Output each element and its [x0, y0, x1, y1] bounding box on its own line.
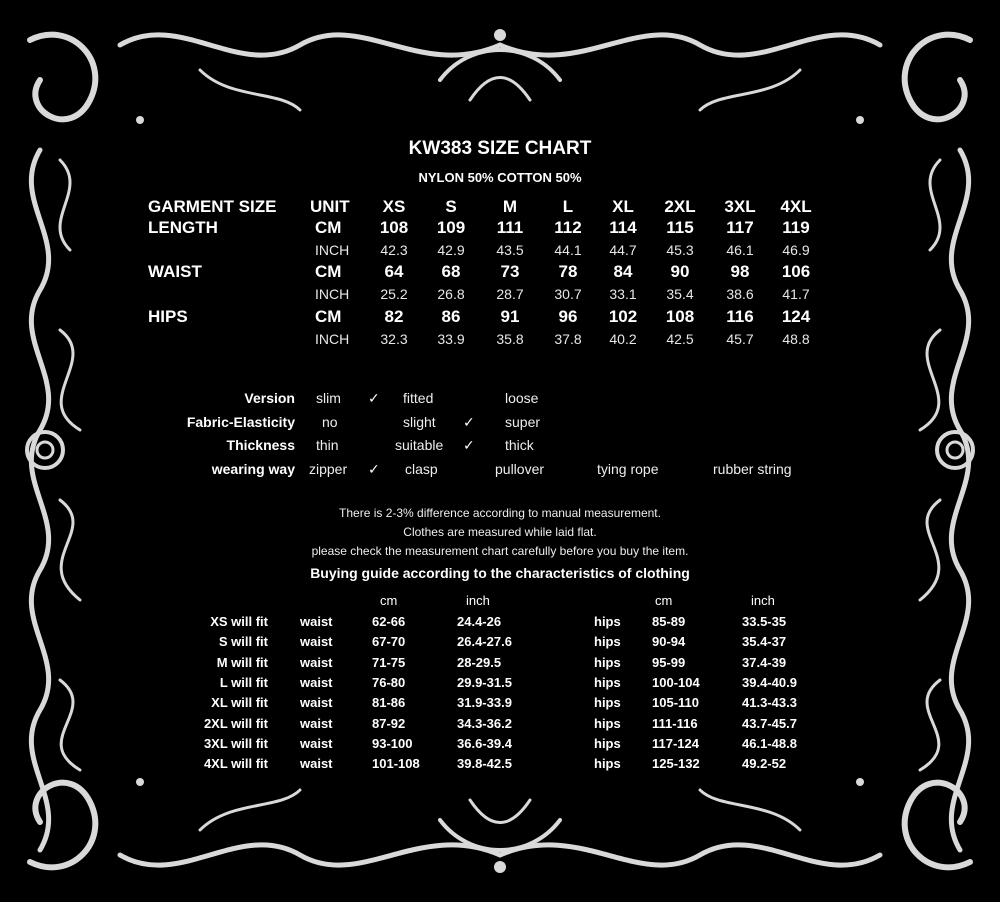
feature-option: super: [505, 414, 541, 430]
checkmark-icon: ✓: [463, 414, 475, 430]
chart-title: KW383 SIZE CHART: [408, 138, 592, 159]
guide-cell-size: 4XL will fit: [203, 756, 268, 772]
guide-cell-in1: 31.9-33.9: [457, 695, 512, 711]
feature-option: tying rope: [597, 461, 659, 477]
header-unit: UNIT: [310, 197, 350, 216]
value-cm: 114: [609, 218, 637, 237]
feature-option: pullover: [495, 461, 545, 477]
value-inch: 38.6: [726, 286, 754, 302]
guide-cell-in2: 43.7-45.7: [742, 715, 797, 731]
guide-cell-in2: 39.4-40.9: [742, 674, 797, 690]
value-inch: 43.5: [496, 242, 524, 258]
guide-cell-m1: waist: [300, 634, 333, 650]
feature-label: Version: [244, 390, 295, 406]
value-inch: 37.8: [554, 331, 582, 347]
value-cm: 64: [384, 262, 404, 281]
feature-option: slight: [403, 414, 436, 430]
value-inch: 46.1: [726, 242, 754, 258]
guide-cell-cm2: 90-94: [652, 634, 686, 650]
value-cm: 91: [500, 307, 520, 326]
value-cm: 98: [730, 262, 750, 281]
value-cm: 102: [608, 307, 638, 326]
guide-cell-size: M will fit: [216, 654, 268, 670]
feature-option: loose: [505, 390, 539, 406]
guide-cell-cm2: 85-89: [652, 614, 686, 629]
value-inch: 33.1: [609, 286, 637, 302]
guide-cell-cm1: 71-75: [372, 654, 406, 670]
value-inch: 33.9: [437, 331, 465, 347]
guide-cell-cm1: 101-108: [372, 756, 420, 772]
value-cm: 82: [384, 307, 404, 326]
feature-option: slim: [316, 390, 341, 406]
unit-inch: INCH: [315, 286, 350, 302]
feature-label: Fabric-Elasticity: [186, 414, 295, 430]
guide-cell-cm2: 125-132: [652, 756, 700, 772]
guide-cell-m2: hips: [594, 715, 621, 731]
guide-cell-m2: hips: [594, 634, 621, 650]
value-inch: 35.8: [496, 331, 524, 347]
guide-cell-size: S will fit: [218, 634, 268, 650]
guide-cell-m1: waist: [300, 614, 333, 629]
value-cm: 84: [613, 262, 633, 281]
value-inch: 32.3: [380, 331, 408, 347]
feature-option: thick: [505, 437, 534, 453]
guide-cell-size: L will fit: [219, 674, 268, 690]
header-size-3xl: 3XL: [724, 197, 756, 216]
value-inch: 30.7: [554, 286, 582, 302]
value-inch: 46.9: [782, 242, 810, 258]
guide-cell-in1: 28-29.5: [457, 654, 502, 670]
guide-cell-cm2: 100-104: [652, 674, 700, 690]
value-cm: 108: [665, 307, 695, 326]
guide-cell-m1: waist: [300, 715, 333, 731]
guide-cell-m2: hips: [594, 695, 621, 711]
unit-cm: CM: [315, 262, 342, 281]
guide-cell-size: XS will fit: [210, 614, 268, 629]
value-inch: 41.7: [782, 286, 810, 302]
guide-cell-cm1: 81-86: [372, 695, 406, 711]
value-inch: 26.8: [437, 286, 465, 302]
value-cm: 115: [666, 218, 694, 237]
value-cm: 78: [558, 262, 578, 281]
unit-inch: INCH: [315, 242, 350, 258]
guide-col-inch-hips: inch: [751, 593, 775, 608]
guide-cell-size: XL will fit: [211, 695, 268, 711]
measurement-label: HIPS: [148, 307, 188, 326]
header-size-2xl: 2XL: [664, 197, 696, 216]
guide-cell-in2: 49.2-52: [742, 756, 787, 772]
checkmark-icon: ✓: [463, 437, 475, 453]
unit-cm: CM: [315, 307, 342, 326]
value-inch: 35.4: [666, 286, 694, 302]
header-size-l: L: [562, 197, 574, 216]
value-cm: 116: [726, 307, 754, 326]
unit-cm: CM: [315, 218, 342, 237]
header-size-4xl: 4XL: [780, 197, 812, 216]
value-inch: 42.5: [666, 331, 694, 347]
value-cm: 117: [726, 218, 754, 237]
value-cm: 109: [436, 218, 466, 237]
note-laid-flat: Clothes are measured while laid flat.: [403, 525, 597, 539]
guide-cell-cm2: 111-116: [652, 715, 698, 731]
header-size-s: S: [445, 197, 457, 216]
buying-guide-title: Buying guide according to the characteristics of clothing: [310, 565, 690, 581]
guide-cell-in1: 29.9-31.5: [457, 674, 512, 690]
value-inch: 28.7: [496, 286, 524, 302]
value-cm: 111: [496, 218, 524, 237]
guide-cell-in2: 46.1-48.8: [742, 735, 797, 751]
value-inch: 45.7: [726, 331, 754, 347]
header-size-xl: XL: [612, 197, 634, 216]
guide-cell-in1: 24.4-26: [457, 614, 502, 629]
guide-cell-size: 2XL will fit: [203, 715, 268, 731]
guide-cell-in2: 33.5-35: [742, 614, 787, 629]
feature-option: fitted: [403, 390, 434, 406]
note-difference: There is 2-3% difference according to manual measurement.: [339, 506, 661, 520]
guide-cell-m2: hips: [594, 735, 621, 751]
note-check-chart: please check the measurement chart carefully before you buy the item.: [311, 544, 689, 558]
guide-cell-in1: 39.8-42.5: [457, 756, 512, 772]
fabric-subtitle: NYLON 50% COTTON 50%: [418, 170, 582, 185]
value-inch: 40.2: [609, 331, 637, 347]
guide-col-inch-waist: inch: [466, 593, 490, 608]
value-cm: 90: [670, 262, 690, 281]
guide-cell-cm1: 87-92: [372, 715, 406, 731]
guide-cell-m1: waist: [300, 674, 333, 690]
unit-inch: INCH: [315, 331, 350, 347]
value-cm: 68: [441, 262, 461, 281]
value-inch: 25.2: [380, 286, 408, 302]
feature-label: wearing way: [211, 461, 295, 477]
guide-cell-cm2: 117-124: [652, 735, 699, 751]
feature-option: rubber string: [713, 461, 792, 477]
guide-cell-cm1: 93-100: [372, 735, 413, 751]
guide-cell-m1: waist: [300, 756, 333, 772]
guide-cell-m2: hips: [594, 654, 621, 670]
guide-cell-in1: 26.4-27.6: [457, 634, 512, 650]
guide-cell-in1: 34.3-36.2: [457, 715, 512, 731]
guide-cell-cm2: 95-99: [652, 654, 686, 670]
guide-cell-m1: waist: [300, 735, 333, 751]
value-cm: 108: [379, 218, 409, 237]
measurement-label: LENGTH: [148, 218, 218, 237]
checkmark-icon: ✓: [368, 461, 380, 477]
feature-label: Thickness: [226, 437, 295, 453]
value-inch: 44.1: [554, 242, 582, 258]
header-size-xs: XS: [382, 197, 406, 216]
guide-cell-cm2: 105-110: [652, 695, 699, 711]
feature-option: no: [322, 414, 338, 430]
value-inch: 42.9: [437, 242, 465, 258]
value-cm: 124: [781, 307, 811, 326]
value-inch: 48.8: [782, 331, 810, 347]
guide-cell-in2: 35.4-37: [742, 634, 787, 650]
value-cm: 119: [782, 218, 810, 237]
measurement-label: WAIST: [148, 262, 202, 281]
value-inch: 44.7: [609, 242, 637, 258]
value-cm: 73: [500, 262, 520, 281]
guide-cell-m1: waist: [300, 654, 333, 670]
guide-cell-m2: hips: [594, 614, 621, 629]
feature-option: clasp: [405, 461, 438, 477]
feature-option: thin: [316, 437, 339, 453]
feature-option: zipper: [309, 461, 348, 477]
guide-cell-in1: 36.6-39.4: [457, 735, 512, 751]
value-cm: 96: [558, 307, 578, 326]
value-inch: 45.3: [666, 242, 694, 258]
guide-cell-m2: hips: [594, 756, 621, 772]
value-cm: 106: [781, 262, 811, 281]
guide-cell-in2: 37.4-39: [742, 654, 787, 670]
guide-cell-cm1: 76-80: [372, 674, 406, 690]
header-garment-size: GARMENT SIZE: [148, 197, 277, 216]
guide-col-cm-hips: cm: [655, 593, 673, 608]
header-size-m: M: [502, 197, 518, 216]
guide-col-cm-waist: cm: [380, 593, 398, 608]
guide-cell-m2: hips: [594, 674, 621, 690]
guide-cell-cm1: 67-70: [372, 634, 406, 650]
checkmark-icon: ✓: [368, 390, 380, 406]
feature-option: suitable: [395, 437, 444, 453]
value-cm: 86: [441, 307, 461, 326]
value-inch: 42.3: [380, 242, 408, 258]
guide-cell-m1: waist: [300, 695, 333, 711]
value-cm: 112: [554, 218, 582, 237]
guide-cell-in2: 41.3-43.3: [742, 695, 797, 711]
guide-cell-size: 3XL will fit: [203, 735, 268, 751]
guide-cell-cm1: 62-66: [372, 614, 406, 629]
